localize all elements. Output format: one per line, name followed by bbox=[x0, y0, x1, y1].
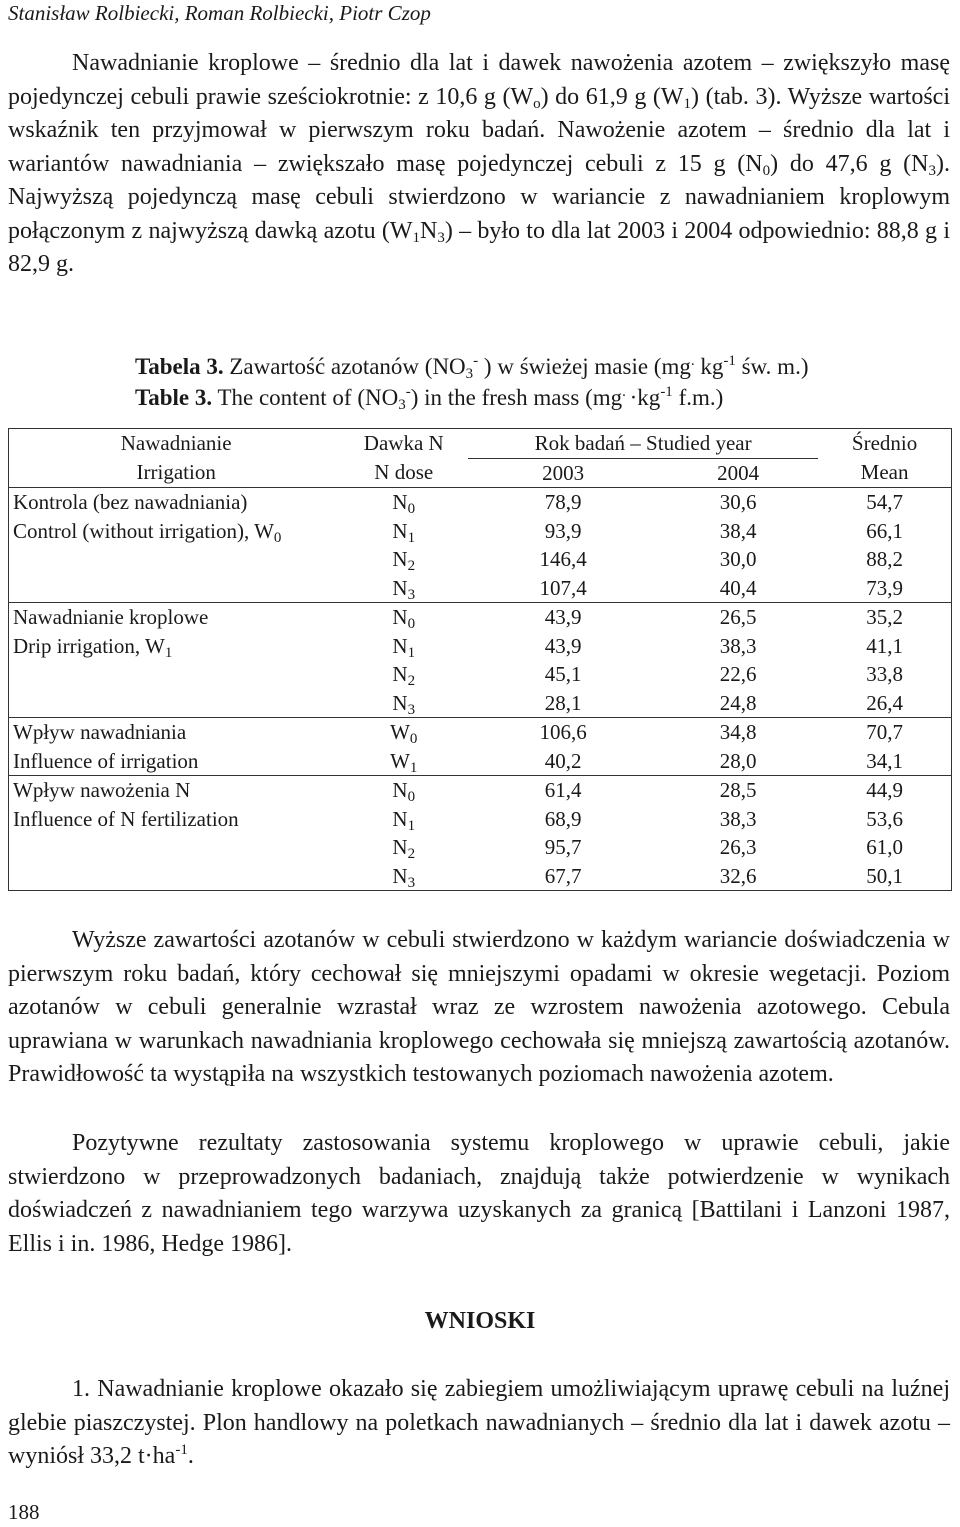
text-span: Zawartość azotanów (NO bbox=[223, 354, 466, 379]
cell-2003-column bbox=[468, 718, 658, 776]
cell-value: 67,7 bbox=[544, 863, 582, 888]
cell-2003 bbox=[468, 689, 658, 718]
header-dose-en: N dose bbox=[374, 459, 434, 484]
cell-dose bbox=[339, 833, 468, 862]
variant-label-pl: Kontrola (bez nawadniania) bbox=[13, 490, 248, 514]
subscript: 1 bbox=[407, 817, 416, 834]
cell-value: 45,1 bbox=[544, 662, 582, 686]
cell-value: N bbox=[392, 806, 408, 831]
cell-value: 66,1 bbox=[866, 518, 903, 543]
cell-dose-column bbox=[339, 718, 468, 776]
cell-mean bbox=[818, 747, 951, 776]
cell-value: N bbox=[392, 863, 408, 888]
cell-2003 bbox=[468, 632, 658, 661]
cell-dose bbox=[339, 603, 468, 632]
cell-mean-column bbox=[818, 718, 951, 776]
cell-dose bbox=[339, 805, 468, 834]
text-span: ) – było to dla lat 2003 i 2004 odpowiednio: 88,8 g i 82,9 g. bbox=[8, 217, 950, 277]
cell-value: 43,9 bbox=[544, 605, 582, 629]
header-mean-pl: Średnio bbox=[851, 431, 918, 455]
subscript: 3 bbox=[407, 586, 416, 603]
cell-value: W bbox=[390, 748, 410, 773]
superscript: - bbox=[405, 384, 411, 400]
cell-value: 32,6 bbox=[719, 863, 757, 888]
text-span: 1. Nawadnianie kroplowe okazało się zabiegiem umożliwiającym uprawę cebuli na luźnej glebie piaszczystej. Plon handlowy na poletkach nawadnianych – średnio dla lat i dawek azotu – wyniósł 33,2 t·ha bbox=[8, 1376, 950, 1469]
cell-2003 bbox=[468, 660, 658, 689]
cell-dose bbox=[339, 488, 468, 517]
subscript: 2 bbox=[407, 673, 416, 689]
cell-2003 bbox=[468, 517, 658, 546]
subscript: 1 bbox=[407, 644, 416, 661]
cell-dose-column bbox=[339, 776, 468, 891]
cell-value: 146,4 bbox=[539, 547, 587, 571]
cell-value: 54,7 bbox=[866, 490, 903, 514]
text-span: Drip irrigation, W bbox=[13, 633, 165, 658]
cell-2003-column bbox=[468, 776, 658, 891]
text-span: ·kg bbox=[629, 385, 661, 410]
cell-value: 107,4 bbox=[539, 575, 587, 600]
superscript: -1 bbox=[660, 384, 673, 400]
cell-dose bbox=[339, 660, 468, 689]
subscript: 0 bbox=[409, 731, 418, 747]
text-span: ). Najwyższą pojedynczą masę cebuli stwierdzono w wariancie z nawadnianiem kroplowym połączonym z najwyższą dawką azotu (W bbox=[8, 150, 950, 244]
cell-2003 bbox=[468, 862, 658, 891]
superscript: . bbox=[622, 384, 630, 400]
cell-value: N bbox=[392, 490, 408, 514]
cell-dose bbox=[339, 632, 468, 661]
cell-value: 70,7 bbox=[866, 720, 903, 744]
cell-2004 bbox=[658, 488, 818, 517]
table-caption-pl bbox=[135, 352, 808, 382]
cell-dose bbox=[339, 574, 468, 603]
superscript: - bbox=[473, 353, 479, 369]
cell-mean bbox=[818, 862, 951, 891]
table-body bbox=[9, 429, 952, 891]
text-span: Wyższe zawartości azotanów w cebuli stwierdzono w każdym wariancie doświadczenia w pierwszym roku badań, który cechował się mniejszymi opadami w okresie wegetacji. Poziom azotanów w cebuli generalnie wzrastał wraz ze wzrostem nawożenia azotowego. Cebula uprawiana w warunkach nawadniania kroplowego cechowała się mniejszą zawartością azotanów. Prawidłowość ta wystąpiła na wszystkich testowanych poziomach nawożenia azotem. bbox=[8, 927, 950, 1087]
text-span: Influence of irrigation bbox=[13, 748, 199, 773]
cell-2004 bbox=[658, 747, 818, 776]
subscript: 3 bbox=[398, 397, 406, 413]
cell-value: 40,4 bbox=[719, 575, 757, 600]
table-caption-en bbox=[135, 383, 723, 413]
variant-label-en bbox=[13, 747, 339, 776]
cell-value: 40,2 bbox=[544, 748, 582, 773]
text-span: Control (without irrigation), W bbox=[13, 518, 274, 543]
cell-dose bbox=[339, 545, 468, 574]
conclusion-1 bbox=[8, 1373, 950, 1474]
cell-mean bbox=[818, 776, 951, 805]
cell-value: 33,8 bbox=[866, 662, 903, 686]
header-dose bbox=[339, 429, 468, 488]
subscript: 0 bbox=[407, 789, 416, 805]
cell-value: 30,6 bbox=[719, 490, 757, 514]
text-span: ) do 61,9 g (W bbox=[540, 83, 684, 110]
header-studied-year: Rok badań – Studied year bbox=[534, 431, 752, 455]
cell-2004 bbox=[658, 689, 818, 718]
cell-value: 73,9 bbox=[866, 575, 903, 600]
variant-label-en bbox=[13, 632, 339, 661]
cell-2004-column bbox=[658, 776, 818, 891]
cell-mean bbox=[818, 718, 951, 747]
cell-value: 88,2 bbox=[866, 547, 903, 571]
subscript: 3 bbox=[928, 162, 936, 179]
cell-mean bbox=[818, 488, 951, 517]
cell-2004 bbox=[658, 718, 818, 747]
cell-mean bbox=[818, 603, 951, 632]
cell-mean bbox=[818, 805, 951, 834]
cell-dose-column bbox=[339, 488, 468, 603]
text-span: ) do 47,6 g (N bbox=[770, 150, 929, 177]
subscript: 1 bbox=[407, 529, 416, 546]
cell-value: N bbox=[392, 690, 408, 715]
cell-value: 68,9 bbox=[544, 806, 582, 831]
header-year-2003: 2003 bbox=[542, 460, 585, 485]
cell-2003 bbox=[468, 574, 658, 603]
page-number: 188 bbox=[8, 1500, 40, 1524]
header-mean-en: Mean bbox=[860, 459, 909, 484]
subscript: 0 bbox=[407, 501, 416, 517]
cell-mean-column bbox=[818, 776, 951, 891]
cell-value: 95,7 bbox=[544, 835, 582, 859]
subscript: 2 bbox=[407, 558, 416, 574]
cell-value: 41,1 bbox=[866, 633, 903, 658]
cell-irrigation-variant bbox=[9, 603, 340, 718]
superscript: . bbox=[690, 353, 695, 369]
section-heading-conclusions: WNIOSKI bbox=[424, 1308, 536, 1334]
cell-2003-column bbox=[468, 488, 658, 603]
cell-2004 bbox=[658, 632, 818, 661]
cell-dose bbox=[339, 862, 468, 891]
cell-value: W bbox=[390, 720, 410, 744]
cell-2003 bbox=[468, 776, 658, 805]
text-span: ) in the fresh mass (mg bbox=[410, 385, 623, 410]
cell-dose bbox=[339, 689, 468, 718]
cell-value: 53,6 bbox=[866, 806, 903, 831]
cell-irrigation-variant bbox=[9, 776, 340, 891]
paragraph-nitrates bbox=[8, 924, 950, 1092]
cell-value: 61,0 bbox=[866, 835, 903, 859]
cell-mean bbox=[818, 833, 951, 862]
cell-2003 bbox=[468, 603, 658, 632]
cell-value: N bbox=[392, 662, 408, 686]
cell-dose-column bbox=[339, 603, 468, 718]
text-span: The content of (NO bbox=[212, 385, 399, 410]
cell-dose bbox=[339, 776, 468, 805]
cell-value: 78,9 bbox=[544, 490, 582, 514]
paragraph-positive-results bbox=[8, 1127, 950, 1261]
cell-value: 61,4 bbox=[544, 778, 582, 802]
cell-mean bbox=[818, 660, 951, 689]
subscript: 3 bbox=[437, 229, 445, 246]
cell-value: N bbox=[392, 518, 408, 543]
table-row-group bbox=[9, 603, 952, 718]
text-span: f.m.) bbox=[672, 385, 724, 410]
cell-mean bbox=[818, 545, 951, 574]
cell-2004-column bbox=[658, 718, 818, 776]
subscript: 0 bbox=[273, 529, 282, 546]
cell-value: 38,3 bbox=[719, 806, 757, 831]
subscript: 0 bbox=[762, 162, 771, 179]
cell-2003 bbox=[468, 545, 658, 574]
cell-value: 26,3 bbox=[719, 835, 757, 859]
cell-mean bbox=[818, 689, 951, 718]
cell-value: 35,2 bbox=[866, 605, 903, 629]
caption-label: Table 3. bbox=[135, 385, 213, 410]
header-year-row bbox=[468, 458, 818, 488]
cell-value: 93,9 bbox=[544, 518, 582, 543]
cell-value: 106,6 bbox=[539, 720, 587, 744]
text-span: ) (tab. 3). Wyższe wartości wskaźnik ten przyjmował w pierwszym roku badań. Nawożenie azotem – średnio dla lat i wariantów nawadniania – zwiększało masę pojedynczej cebuli z 15 g (N bbox=[8, 83, 950, 177]
text-span: . bbox=[187, 1443, 194, 1469]
cell-2004 bbox=[658, 660, 818, 689]
header-irrigation-en: Irrigation bbox=[136, 459, 216, 484]
cell-2003 bbox=[468, 833, 658, 862]
cell-value: N bbox=[392, 778, 408, 802]
cell-value: 38,3 bbox=[719, 633, 757, 658]
cell-2004 bbox=[658, 603, 818, 632]
cell-value: 34,1 bbox=[866, 748, 903, 773]
text-span: Nawadnianie kroplowe – średnio dla lat i dawek nawożenia azotem – zwiększyło masę pojedynczej cebuli prawie sześciokrotnie: z 10,6 g (W bbox=[8, 50, 950, 110]
cell-2003-column bbox=[468, 603, 658, 718]
cell-value: 26,4 bbox=[866, 690, 903, 715]
variant-label-en bbox=[13, 517, 339, 546]
cell-2003 bbox=[468, 747, 658, 776]
cell-value: N bbox=[392, 605, 408, 629]
cell-2003 bbox=[468, 718, 658, 747]
subscript: o bbox=[533, 95, 541, 112]
cell-2004 bbox=[658, 545, 818, 574]
cell-value: 50,1 bbox=[866, 863, 903, 888]
subscript: 3 bbox=[407, 701, 416, 718]
text-span: N bbox=[419, 217, 438, 244]
subscript: 2 bbox=[407, 846, 416, 862]
header-year-2004: 2004 bbox=[717, 460, 760, 485]
cell-2004-column bbox=[658, 603, 818, 718]
cell-value: 38,4 bbox=[719, 518, 757, 543]
cell-dose bbox=[339, 747, 468, 776]
cell-value: 28,5 bbox=[719, 778, 757, 802]
cell-value: 43,9 bbox=[544, 633, 582, 658]
cell-value: N bbox=[392, 575, 408, 600]
cell-value: N bbox=[392, 547, 408, 571]
header-dose-pl: Dawka N bbox=[363, 431, 444, 455]
subscript: 1 bbox=[409, 759, 418, 776]
text-span: ) w świeżej masie (mg bbox=[478, 354, 691, 379]
cell-irrigation-variant bbox=[9, 718, 340, 776]
cell-2004 bbox=[658, 776, 818, 805]
cell-value: 34,8 bbox=[719, 720, 757, 744]
subscript: 3 bbox=[407, 874, 416, 891]
header-irrigation-pl: Nawadnianie bbox=[120, 431, 232, 455]
cell-value: N bbox=[392, 835, 408, 859]
subscript: 1 bbox=[683, 95, 692, 112]
cell-value: 28,1 bbox=[544, 690, 582, 715]
nitrate-table bbox=[8, 428, 952, 891]
superscript: -1 bbox=[175, 1442, 188, 1458]
cell-mean bbox=[818, 632, 951, 661]
header-irrigation bbox=[9, 429, 340, 488]
superscript: -1 bbox=[723, 353, 736, 369]
cell-value: N bbox=[392, 633, 408, 658]
table-row-group bbox=[9, 718, 952, 776]
cell-value: 26,5 bbox=[719, 605, 757, 629]
text-span: św. m.) bbox=[735, 354, 809, 379]
variant-label-en bbox=[13, 805, 339, 834]
running-head-authors: Stanisław Rolbiecki, Roman Rolbiecki, Piotr Czop bbox=[8, 1, 431, 25]
cell-2004 bbox=[658, 862, 818, 891]
cell-2004 bbox=[658, 805, 818, 834]
cell-value: 44,9 bbox=[866, 778, 903, 802]
cell-value: 24,8 bbox=[719, 690, 757, 715]
variant-label-pl: Nawadnianie kroplowe bbox=[13, 605, 209, 629]
table-row-group bbox=[9, 776, 952, 891]
table-row-group bbox=[9, 488, 952, 603]
subscript: 0 bbox=[407, 616, 416, 632]
cell-2003 bbox=[468, 488, 658, 517]
subscript: 3 bbox=[465, 366, 474, 382]
paragraph-results bbox=[8, 47, 950, 282]
text-span: Pozytywne rezultaty zastosowania systemu kroplowego w uprawie cebuli, jakie stwierdzono w przeprowadzonych badaniach, znajdują także potwierdzenie w wynikach doświadczeń z nawadnianiem tego warzywa uzyskanych za granicą [Battilani i Lanzoni 1987, Ellis i in. 1986, Hedge 1986]. bbox=[8, 1130, 950, 1257]
cell-mean bbox=[818, 574, 951, 603]
cell-mean-column bbox=[818, 488, 951, 603]
cell-2004 bbox=[658, 833, 818, 862]
cell-mean bbox=[818, 517, 951, 546]
cell-2004-column bbox=[658, 488, 818, 603]
cell-value: 22,6 bbox=[719, 662, 757, 686]
subscript: 1 bbox=[164, 644, 173, 661]
variant-label-pl: Wpływ nawadniania bbox=[13, 720, 187, 744]
header-mean bbox=[818, 429, 951, 488]
cell-2003 bbox=[468, 805, 658, 834]
variant-label-pl: Wpływ nawożenia N bbox=[13, 778, 191, 802]
text-span: Influence of N fertilization bbox=[13, 806, 239, 831]
cell-irrigation-variant bbox=[9, 488, 340, 603]
header-years bbox=[468, 429, 818, 488]
cell-value: 28,0 bbox=[719, 748, 757, 773]
cell-value: 30,0 bbox=[719, 547, 757, 571]
subscript: 1 bbox=[412, 229, 420, 246]
caption-label: Tabela 3. bbox=[135, 354, 224, 379]
text-span: kg bbox=[694, 354, 724, 379]
table-header-row bbox=[9, 429, 952, 488]
cell-2004 bbox=[658, 517, 818, 546]
cell-2004 bbox=[658, 574, 818, 603]
cell-dose bbox=[339, 517, 468, 546]
cell-mean-column bbox=[818, 603, 951, 718]
cell-dose bbox=[339, 718, 468, 747]
